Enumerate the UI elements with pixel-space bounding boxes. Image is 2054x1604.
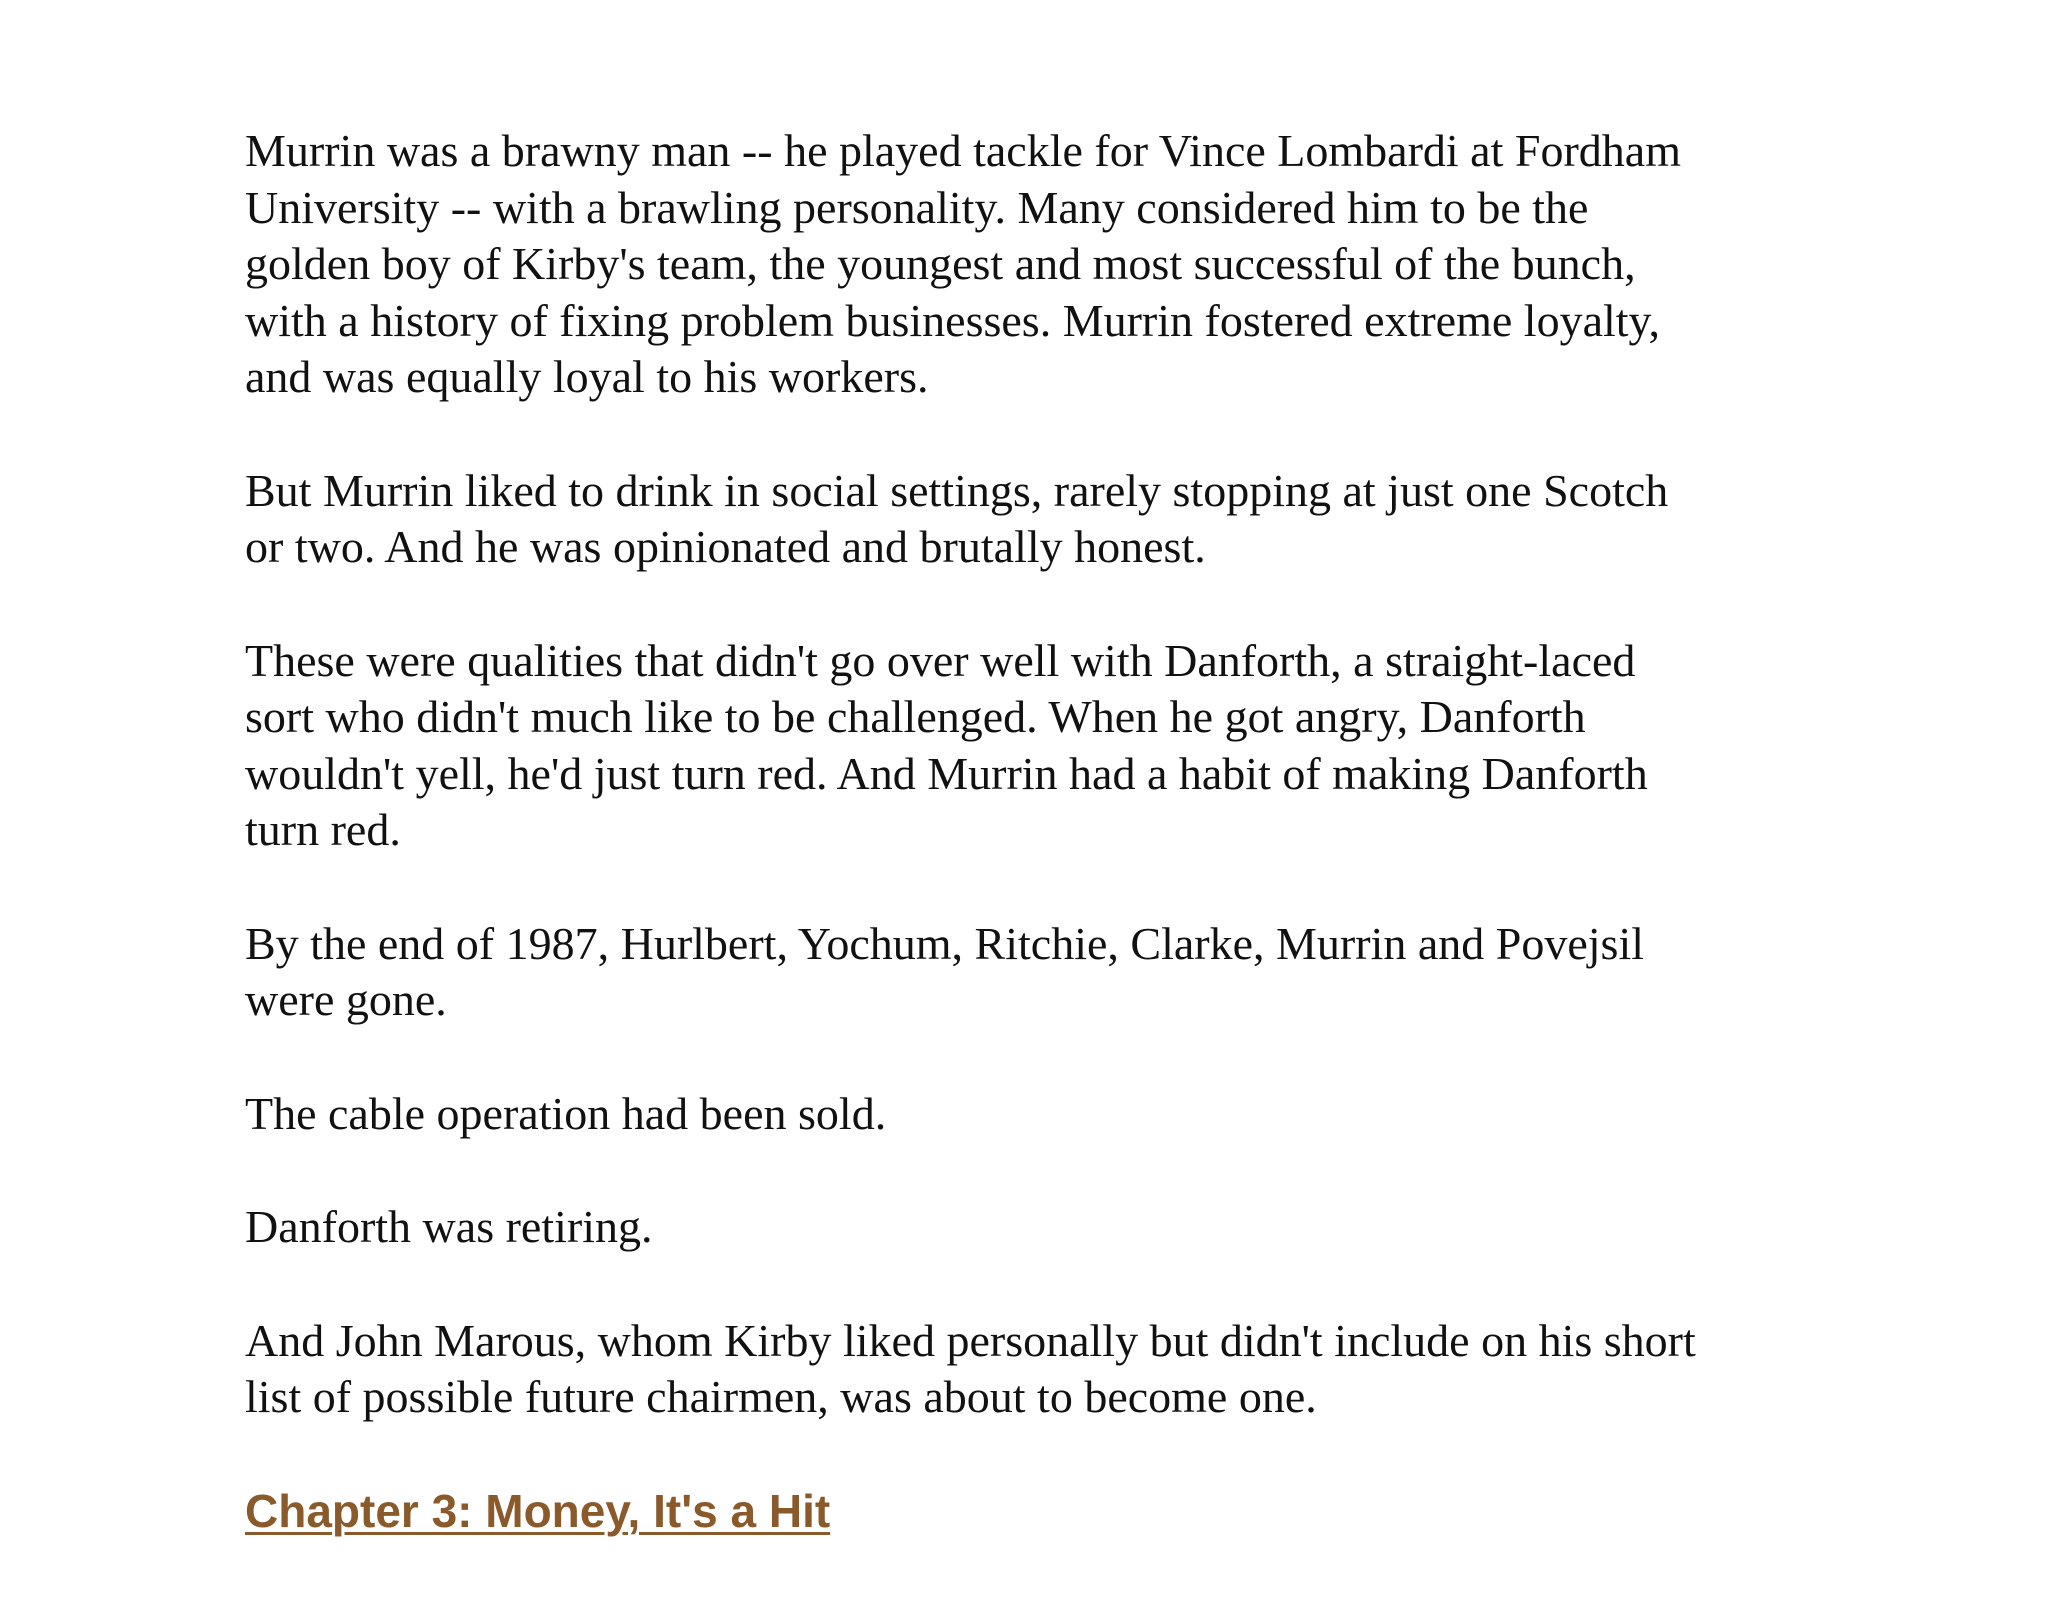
paragraph-cable-sold: The cable operation had been sold. [245,1087,887,1139]
paragraph-departures: By the end of 1987, Hurlbert, Yochum, Ritchie, Clarke, Murrin and Povejsil were gone. [245,917,1645,1025]
paragraph-murrin-drinking: But Murrin liked to drink in social settings, rarely stopping at just one Scotch or two. And he was opinionated and brutally honest. [245,464,1669,572]
paragraph-marous: And John Marous, whom Kirby liked personally but didn't include on his short list of possible future chairmen, was about to become one. [245,1314,1696,1422]
paragraph-danforth-retiring: Danforth was retiring. [245,1201,653,1252]
paragraph-danforth-qualities: These were qualities that didn't go over well with Danforth, a straight-laced sort who didn't much like to be challenged. When he got angry, Danforth wouldn't yell, he'd just turn red. And Murrin had a habit of making Danforth turn red. [245,634,1648,855]
next-chapter-link[interactable]: Chapter 3: Money, It's a Hit [245,1484,831,1537]
article-body [245,123,1705,1540]
paragraph-murrin-description: Murrin was a brawny man -- he played tackle for Vince Lombardi at Fordham University -- with a brawling personality. Many considered him to be the golden boy of Kirby's team, the youngest and most successful of the bunch, with a history of fixing problem businesses. Murrin fostered extreme loyalty, and was equally loyal to his workers. [245,125,1681,402]
